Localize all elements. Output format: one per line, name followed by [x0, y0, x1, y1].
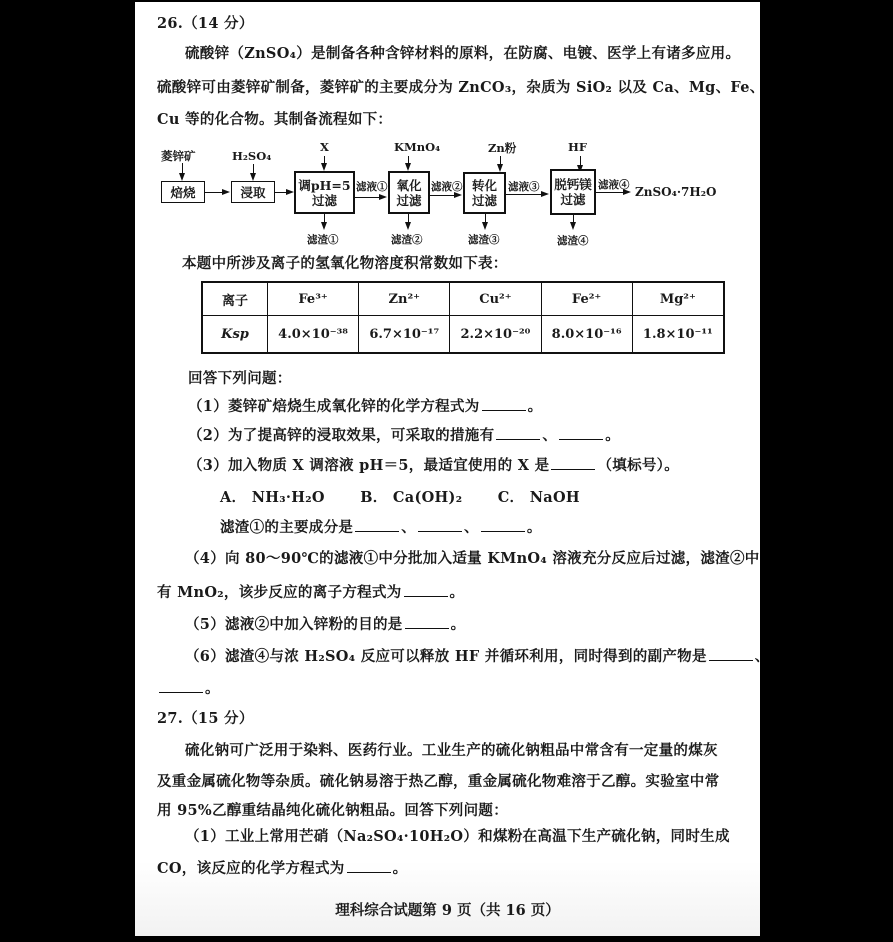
option-a: A． NH₃·H₂O	[220, 489, 325, 506]
arrow-down-icon	[570, 222, 576, 230]
question-4-line2: 有 MnO₂，该步反应的离子方程式为 。	[157, 584, 465, 601]
table-cell: 2.2×10⁻²⁰	[450, 316, 541, 354]
arrow-down-icon	[405, 222, 411, 230]
answer-blank	[404, 584, 448, 597]
q27-intro-line2: 及重金属硫化物等杂质。硫化钠易溶于热乙醇，重金属硫化物难溶于乙醇。实验室中常	[157, 773, 720, 790]
arrow-line	[205, 192, 223, 193]
product-label: ZnSO₄·7H₂O	[635, 185, 717, 199]
arrow-down-icon	[497, 164, 503, 172]
q26-intro-line2: 硫酸锌可由菱锌矿制备，菱锌矿的主要成分为 ZnCO₃，杂质为 SiO₂ 以及 Ca、Mg、Fe、	[157, 79, 765, 96]
step-box-convert: 转化 过滤	[463, 172, 506, 214]
q26-intro-line1: 硫酸锌（ZnSO₄）是制备各种含锌材料的原料，在防腐、电镀、医学上有诸多应用。	[185, 45, 741, 62]
answer-blank	[482, 398, 526, 411]
arrow-down-icon	[321, 163, 327, 171]
answer-blank	[496, 427, 540, 440]
answer-blank	[481, 519, 525, 532]
step-box-remove-ca-mg: 脱钙镁 过滤	[550, 169, 596, 215]
table-caption: 本题中所涉及离子的氢氧化物溶度积常数如下表：	[182, 255, 508, 272]
arrow-right-icon	[379, 194, 387, 200]
question-1: （1）菱锌矿焙烧生成氧化锌的化学方程式为 。	[188, 398, 543, 415]
option-b: B． Ca(OH)₂	[360, 489, 463, 506]
step-box-oxidize: 氧化 过滤	[388, 171, 430, 214]
q27-header: 27.（15 分）	[157, 710, 254, 727]
page-footer: 理科综合试题第 9 页（共 16 页）	[335, 902, 560, 919]
input-ore: 菱锌矿	[161, 149, 196, 163]
arrow-down-icon	[179, 173, 185, 181]
answer-blank	[347, 860, 391, 873]
table-cell: Fe³⁺	[268, 282, 359, 316]
question-5: （5）滤液②中加入锌粉的目的是 。	[185, 616, 466, 633]
answer-blank	[709, 648, 753, 661]
table-cell: 1.8×10⁻¹¹	[632, 316, 724, 354]
table-cell: 6.7×10⁻¹⁷	[359, 316, 450, 354]
filtrate-2-label: 滤液②	[431, 181, 463, 193]
question-3-residue: 滤渣①的主要成分是 、 、 。	[220, 519, 542, 536]
answer-blank	[159, 680, 203, 693]
arrow-right-icon	[286, 189, 294, 195]
answer-blank	[405, 616, 449, 629]
table-row-ions	[202, 282, 724, 316]
q26-intro-line3: Cu 等的化合物。其制备流程如下：	[157, 111, 393, 128]
table-cell: Mg²⁺	[632, 282, 724, 316]
question-3: （3）加入物质 X 调溶液 pH＝5，最适宜使用的 X 是 （填标号）。	[188, 457, 680, 474]
answer-prompt: 回答下列问题：	[188, 370, 292, 387]
table-cell: 8.0×10⁻¹⁶	[541, 316, 632, 354]
residue-1-label: 滤渣①	[307, 234, 339, 246]
table-header-cell: 离子	[202, 282, 268, 316]
q27-question-1-line1: （1）工业上常用芒硝（Na₂SO₄·10H₂O）和煤粉在高温下生产硫化钠，同时生成	[185, 828, 730, 845]
arrow-line	[506, 194, 542, 195]
question-6: （6）滤渣④与浓 H₂SO₄ 反应可以释放 HF 并循环利用，同时得到的副产物是 、	[185, 648, 770, 665]
arrow-right-icon	[222, 189, 230, 195]
question-3-options	[220, 489, 580, 507]
answer-blank	[355, 519, 399, 532]
arrow-down-icon	[250, 173, 256, 181]
arrow-line	[596, 192, 624, 193]
arrow-line	[355, 197, 380, 198]
exam-page	[135, 2, 770, 936]
arrow-down-icon	[321, 222, 327, 230]
q27-intro-line3: 用 95%乙醇重结晶纯化硫化钠粗品。回答下列问题：	[157, 802, 509, 819]
input-zn-powder: Zn粉	[488, 141, 517, 155]
question-4-line1: （4）向 80～90℃的滤液①中分批加入适量 KMnO₄ 溶液充分反应后过滤，滤渣②中	[185, 550, 760, 567]
residue-3-label: 滤渣③	[468, 234, 500, 246]
step-box-roast: 焙烧	[161, 181, 205, 203]
option-c: C． NaOH	[497, 489, 580, 506]
input-kmno4: KMnO₄	[394, 140, 441, 154]
arrow-down-icon	[405, 163, 411, 171]
arrow-down-icon	[482, 222, 488, 230]
residue-2-label: 滤渣②	[391, 234, 423, 246]
arrow-right-icon	[541, 191, 549, 197]
ksp-table	[201, 281, 725, 354]
answer-blank	[551, 457, 595, 470]
process-flow-diagram	[155, 137, 755, 247]
filtrate-1-label: 滤液①	[356, 181, 388, 193]
input-x: X	[320, 140, 329, 154]
residue-4-label: 滤渣④	[557, 235, 589, 247]
table-header-cell: Ksp	[202, 316, 268, 354]
table-cell: 4.0×10⁻³⁸	[268, 316, 359, 354]
arrow-line	[430, 195, 455, 196]
input-acid: H₂SO₄	[232, 149, 272, 163]
table-cell: Fe²⁺	[541, 282, 632, 316]
filtrate-4-label: 滤液④	[598, 179, 630, 191]
table-row-ksp	[202, 316, 724, 354]
step-box-adjust-ph: 调pH=5 过滤	[294, 171, 355, 214]
step-box-leach: 浸取	[231, 181, 275, 203]
q27-question-1-line2: CO，该反应的化学方程式为 。	[157, 860, 408, 877]
q27-intro-line1: 硫化钠可广泛用于染料、医药行业。工业生产的硫化钠粗品中常含有一定量的煤灰	[185, 742, 718, 759]
input-hf: HF	[568, 140, 588, 154]
q26-header: 26.（14 分）	[157, 15, 254, 32]
question-2: （2）为了提高锌的浸取效果，可采取的措施有 、 。	[188, 427, 621, 444]
answer-blank	[418, 519, 462, 532]
table-cell: Cu²⁺	[450, 282, 541, 316]
question-6-cont: 。	[157, 680, 220, 698]
filtrate-3-label: 滤液③	[508, 181, 540, 193]
answer-blank	[559, 427, 603, 440]
table-cell: Zn²⁺	[359, 282, 450, 316]
